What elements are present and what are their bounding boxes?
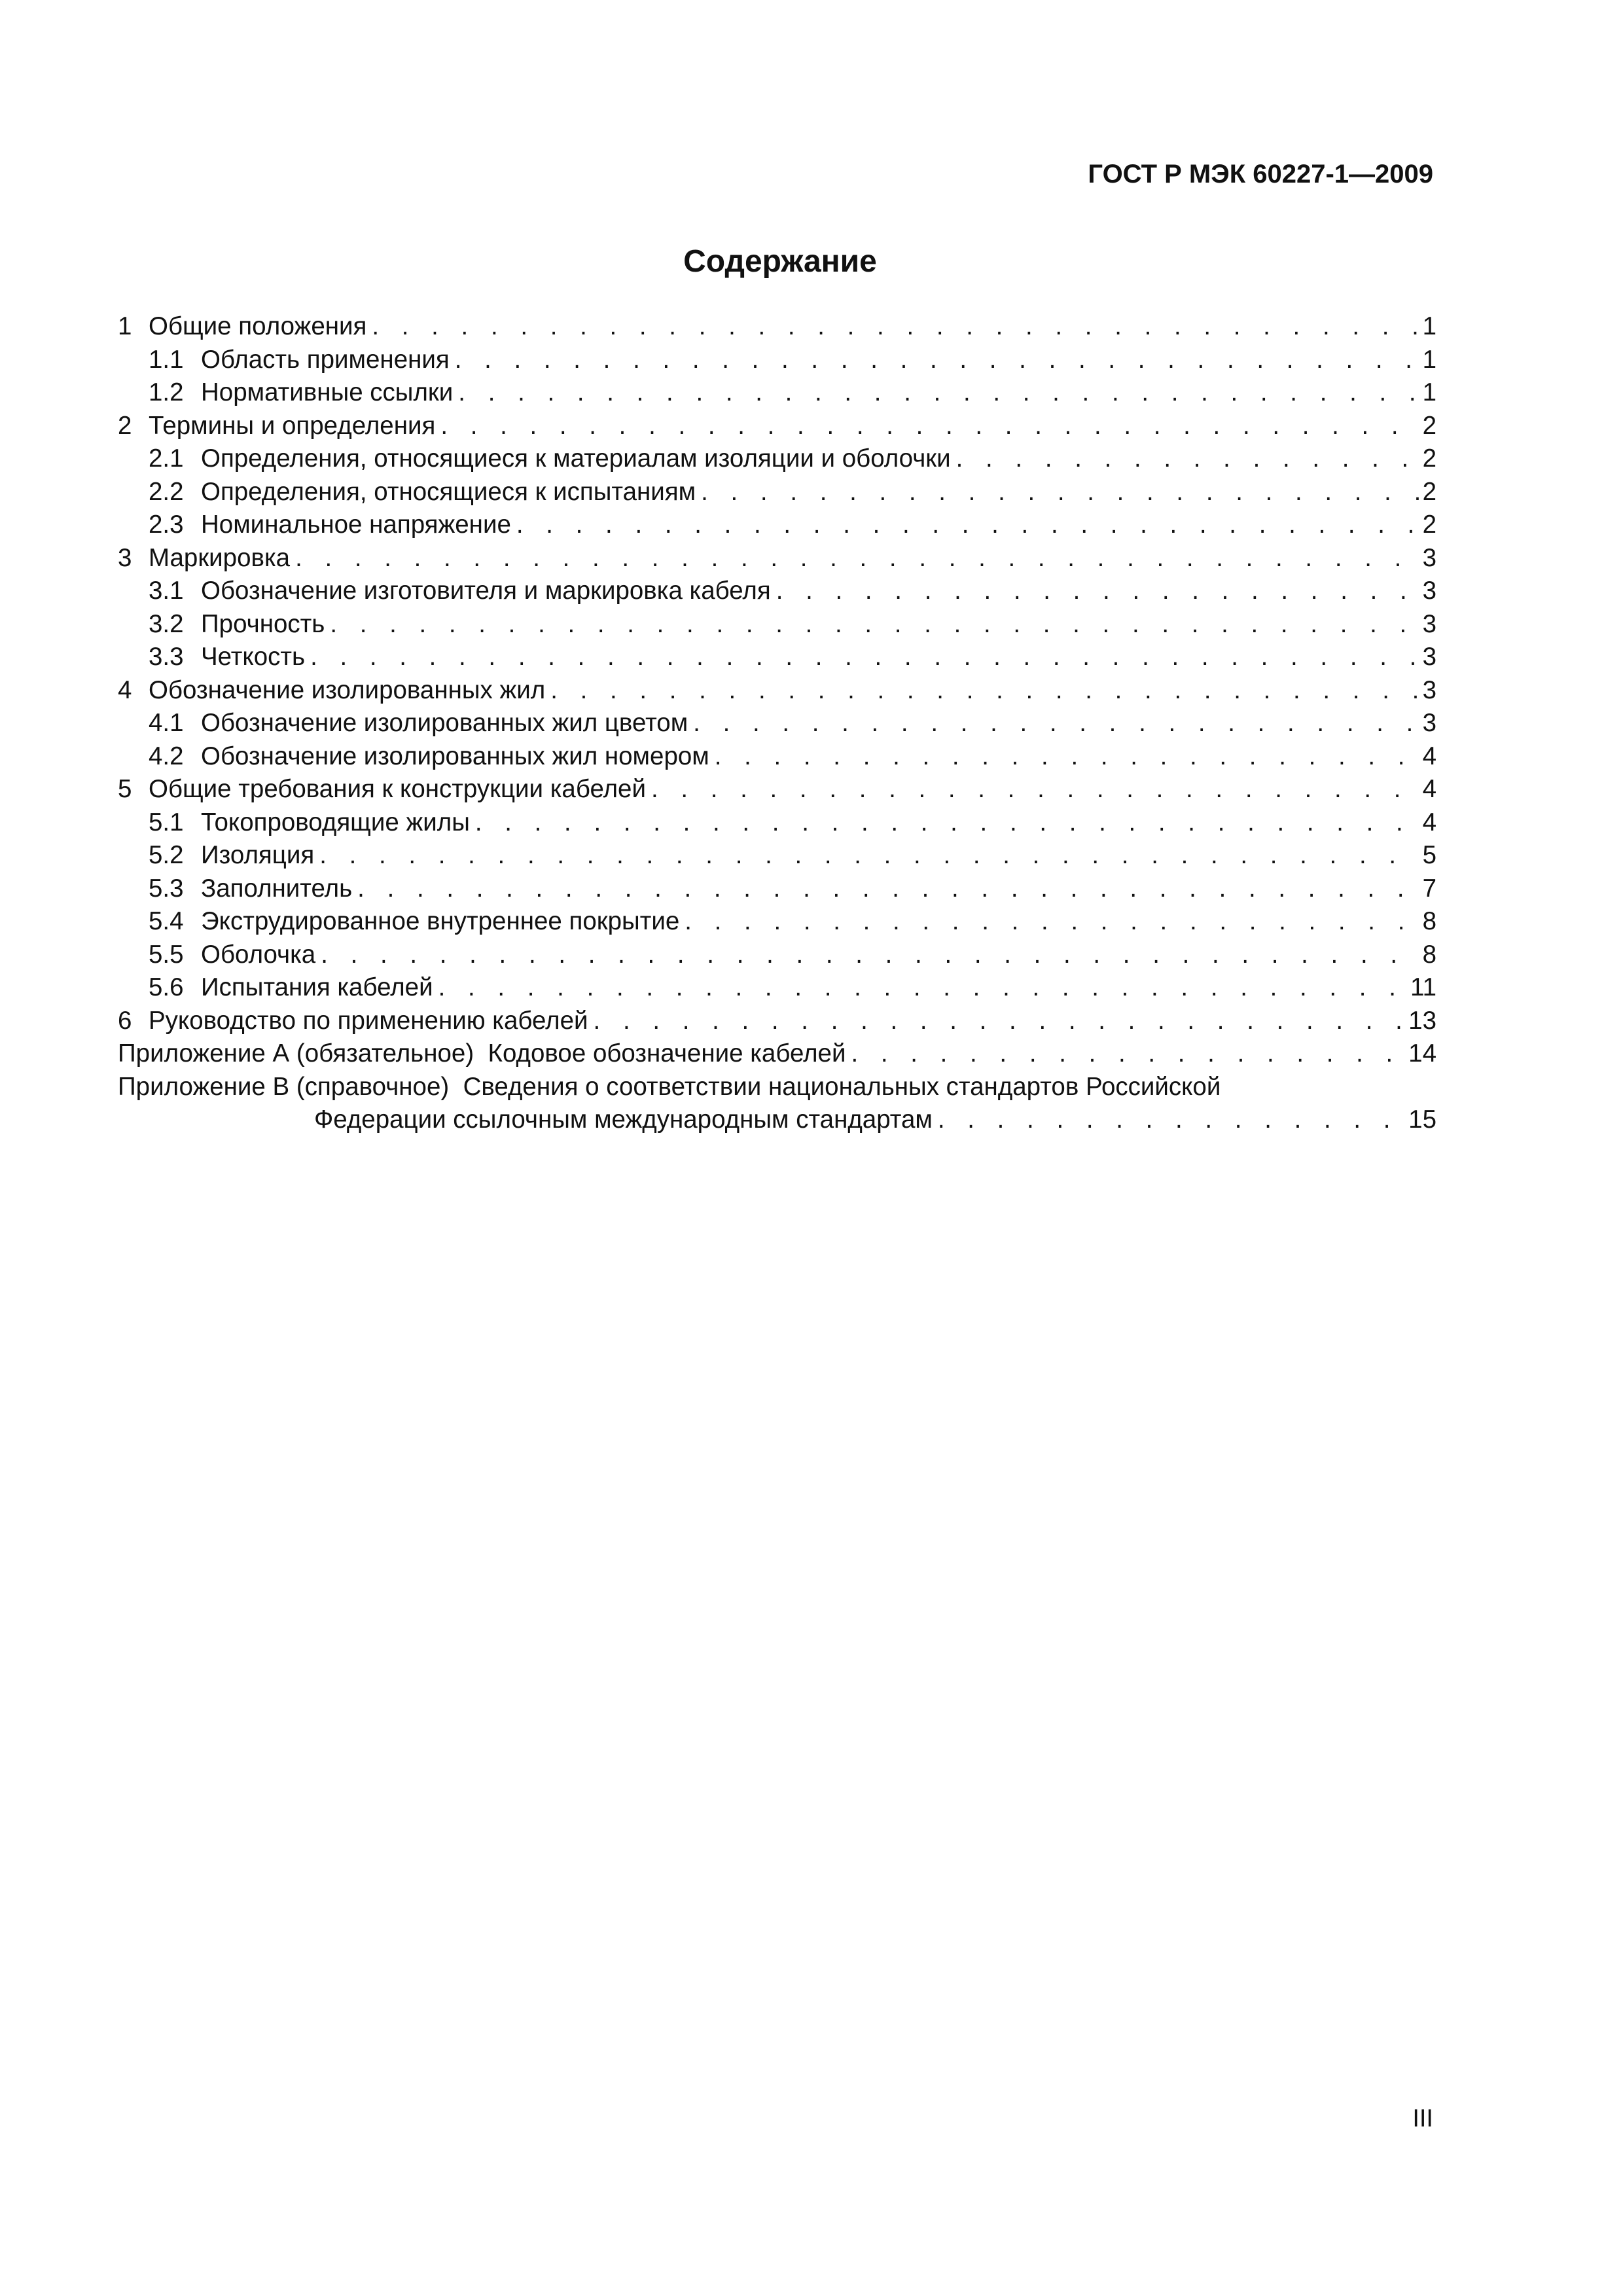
leader-dots — [646, 775, 1420, 804]
toc-entry-page: 15 — [1408, 1105, 1436, 1134]
leader-dots — [933, 1105, 1406, 1134]
toc-entry-number: 2.1 — [149, 444, 184, 473]
toc-entry-title: Определения, относящиеся к материалам изоляции и оболочки — [201, 444, 951, 473]
toc-entry[interactable] — [118, 442, 1436, 476]
toc-entry[interactable] — [118, 641, 1436, 674]
toc-entry-title: Термины и определения — [149, 411, 436, 440]
toc-entry[interactable] — [118, 773, 1436, 806]
toc-entry-appendix-b-continued[interactable] — [118, 1103, 1436, 1137]
leader-dots — [511, 511, 1420, 539]
toc-entry-page: 3 — [1422, 643, 1436, 672]
toc-title: Содержание — [683, 244, 877, 279]
leader-dots — [352, 874, 1419, 903]
toc-entry-title: Обозначение изготовителя и маркировка кабеля — [201, 577, 771, 605]
toc-entry-number: 1 — [118, 312, 132, 341]
toc-entry[interactable] — [118, 707, 1436, 740]
toc-entry-page: 4 — [1422, 775, 1436, 804]
toc-entry[interactable] — [118, 839, 1436, 872]
toc-entry-title: Обозначение изолированных жил номером — [201, 742, 709, 770]
toc-entry-page: 3 — [1422, 543, 1436, 572]
toc-entry-number: 5.2 — [149, 841, 184, 870]
toc-entry-page: 13 — [1408, 1006, 1436, 1035]
toc-entry-title: Руководство по применению кабелей — [149, 1006, 588, 1035]
toc-entry[interactable] — [118, 575, 1436, 608]
toc-entry-number: 2.2 — [149, 477, 184, 506]
leader-dots — [771, 577, 1420, 605]
leader-dots — [696, 478, 1419, 507]
leader-dots — [366, 312, 1419, 341]
leader-dots — [315, 941, 1419, 969]
toc-entry-number: 5.4 — [149, 907, 184, 936]
toc-entry-number: 5.6 — [149, 973, 184, 1002]
leader-dots — [709, 742, 1420, 771]
toc-entry[interactable] — [118, 376, 1436, 410]
toc-entry-number: 2.3 — [149, 511, 184, 539]
toc-entry-page: 14 — [1408, 1039, 1436, 1068]
toc-entry-appendix-a[interactable] — [118, 1037, 1436, 1071]
toc-entry-appendix-b[interactable] — [118, 1071, 1436, 1104]
toc-entry-page: 2 — [1422, 444, 1436, 473]
leader-dots — [951, 444, 1420, 473]
toc-entry-number: 5.3 — [149, 874, 184, 903]
toc-entry-page: 3 — [1422, 709, 1436, 738]
leader-dots — [433, 973, 1408, 1002]
leader-dots — [545, 676, 1419, 705]
toc-entry-page: 11 — [1410, 973, 1436, 1002]
leader-dots — [305, 643, 1420, 672]
toc-entry-number: 5 — [118, 775, 132, 804]
toc-entry-title: Нормативные ссылки — [201, 378, 454, 407]
toc-entry-page: 2 — [1422, 511, 1436, 539]
toc-entry-number: 6 — [118, 1006, 132, 1035]
toc-entry[interactable] — [118, 410, 1436, 443]
leader-dots — [688, 709, 1419, 738]
toc-entry-page: 1 — [1422, 345, 1436, 374]
table-of-contents — [118, 310, 1436, 1137]
toc-entry-title: Прочность — [201, 609, 325, 638]
toc-entry-page: 4 — [1422, 742, 1436, 770]
leader-dots — [846, 1039, 1406, 1068]
toc-entry-title: Испытания кабелей — [201, 973, 433, 1002]
toc-entry-number: 3.3 — [149, 643, 184, 672]
toc-entry-page: 3 — [1422, 577, 1436, 605]
toc-entry-number: 1.2 — [149, 378, 184, 407]
toc-entry-title: Экструдированное внутреннее покрытие — [201, 907, 680, 936]
leader-dots — [325, 610, 1419, 639]
toc-entry-title: Федерации ссылочным международным стандартам — [314, 1105, 933, 1134]
toc-entry[interactable] — [118, 344, 1436, 377]
toc-entry-title: Номинальное напряжение — [201, 511, 511, 539]
toc-entry-title: Приложение А (обязательное) Кодовое обозначение кабелей — [118, 1039, 846, 1068]
toc-entry-number: 4.2 — [149, 742, 184, 770]
toc-entry-page: 5 — [1422, 841, 1436, 870]
toc-entry-number: 3 — [118, 543, 132, 572]
document-code: ГОСТ Р МЭК 60227-1—2009 — [1088, 160, 1433, 188]
toc-entry-page: 1 — [1422, 312, 1436, 341]
toc-entry[interactable] — [118, 740, 1436, 774]
toc-entry-title: Область применения — [201, 345, 450, 374]
toc-entry-number: 1.1 — [149, 345, 184, 374]
toc-entry[interactable] — [118, 939, 1436, 972]
toc-entry-page: 4 — [1422, 808, 1436, 836]
toc-entry-title: Обозначение изолированных жил — [149, 675, 546, 704]
toc-entry-page: 3 — [1422, 675, 1436, 704]
leader-dots — [470, 808, 1420, 837]
toc-entry-title: Изоляция — [201, 841, 315, 870]
toc-entry-title: Токопроводящие жилы — [201, 808, 470, 836]
toc-entry-number: 3.1 — [149, 577, 184, 605]
toc-entry-number: 2 — [118, 411, 132, 440]
toc-entry[interactable] — [118, 476, 1436, 509]
leader-dots — [435, 412, 1419, 440]
toc-entry-page: 3 — [1422, 609, 1436, 638]
toc-entry[interactable] — [118, 310, 1436, 344]
toc-entry-title: Оболочка — [201, 940, 316, 969]
leader-dots — [450, 346, 1420, 374]
toc-entry-number: 4.1 — [149, 709, 184, 738]
toc-entry[interactable] — [118, 674, 1436, 708]
toc-entry-number: 5.1 — [149, 808, 184, 836]
toc-entry[interactable] — [118, 542, 1436, 575]
toc-entry-page: 2 — [1422, 411, 1436, 440]
toc-entry-page: 1 — [1422, 378, 1436, 407]
toc-entry[interactable] — [118, 872, 1436, 906]
toc-entry[interactable] — [118, 806, 1436, 840]
toc-entry-title: Заполнитель — [201, 874, 353, 903]
page-number: III — [1412, 2105, 1433, 2132]
toc-entry-page: 8 — [1422, 940, 1436, 969]
toc-entry-number: 5.5 — [149, 940, 184, 969]
toc-entry-title: Приложение В (справочное) Сведения о соответствии национальных стандартов Российской — [118, 1072, 1221, 1101]
toc-entry[interactable] — [118, 608, 1436, 641]
toc-entry-title: Четкость — [201, 643, 306, 672]
toc-entry[interactable] — [118, 971, 1436, 1005]
toc-entry-title: Общие требования к конструкции кабелей — [149, 775, 646, 804]
toc-entry-page: 8 — [1422, 907, 1436, 936]
toc-entry[interactable] — [118, 1005, 1436, 1038]
toc-entry-number: 4 — [118, 675, 132, 704]
toc-entry-title: Общие положения — [149, 312, 367, 341]
leader-dots — [290, 544, 1420, 573]
toc-entry[interactable] — [118, 905, 1436, 939]
leader-dots — [314, 841, 1419, 870]
leader-dots — [679, 907, 1419, 936]
leader-dots — [453, 378, 1419, 407]
toc-entry-title: Определения, относящиеся к испытаниям — [201, 477, 696, 506]
leader-dots — [588, 1007, 1406, 1035]
toc-entry-number: 3.2 — [149, 609, 184, 638]
toc-entry-title: Маркировка — [149, 543, 291, 572]
toc-entry[interactable] — [118, 509, 1436, 542]
toc-entry-title: Обозначение изолированных жил цветом — [201, 709, 688, 738]
toc-entry-page: 2 — [1422, 477, 1436, 506]
toc-entry-page: 7 — [1422, 874, 1436, 903]
